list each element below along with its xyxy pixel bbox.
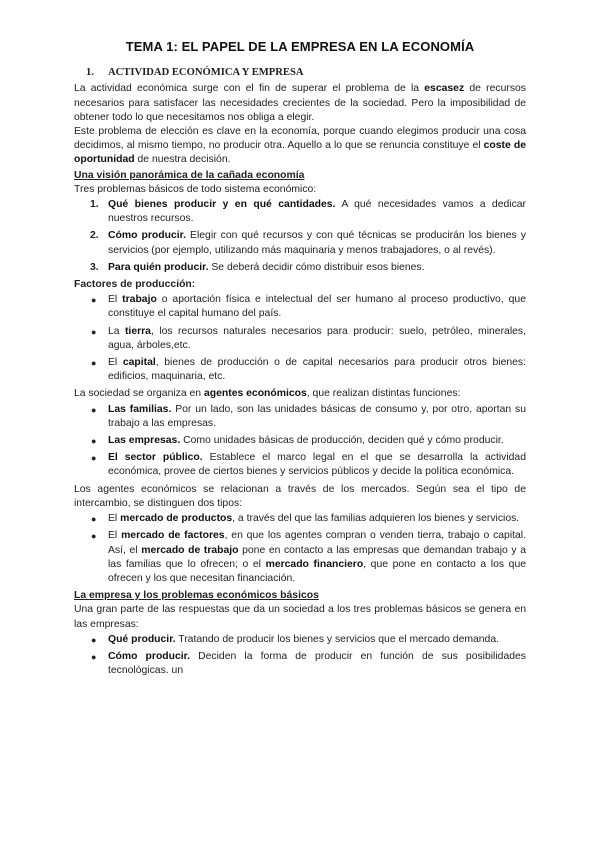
item-text: Por un lado, son las unidades básicas de consumo y, por otro, aportan su trabajo a las empresas. — [108, 403, 527, 429]
text-run: El — [108, 357, 123, 369]
bullet-icon: ● — [91, 651, 97, 662]
text-run: de nuestra decisión. — [134, 154, 231, 166]
document-page — [74, 40, 526, 681]
list-number: 2. — [90, 230, 99, 242]
term-escasez: escasez — [424, 83, 465, 95]
list-item — [74, 650, 526, 678]
item-text: , a través del que las familias adquieren los bienes y servicios. — [232, 513, 520, 525]
paragraph-scarcity — [74, 82, 526, 125]
list-item — [74, 451, 526, 479]
list-item — [74, 325, 526, 353]
item-term: capital — [122, 357, 156, 369]
agents-list — [74, 403, 526, 480]
text-run: El — [108, 513, 121, 525]
list-item — [74, 293, 526, 321]
item-text: , los recursos naturales necesarios para producir: suelo, petróleo, minerales, agua, árboles,etc. — [108, 325, 526, 351]
item-term: Las familias. — [108, 403, 172, 415]
list-item — [74, 529, 526, 586]
list-item — [74, 356, 526, 384]
text-run: Este problema de elección es clave en la economía, porque cuando elegimos producir una cosa decidimos, al mismo tiempo, no producir otra. Aquello a lo que se renuncia constituye el — [74, 126, 526, 152]
list-item — [74, 261, 526, 275]
item-term: mercado de factores — [121, 530, 225, 542]
item-text: Establece el marco legal en el que se desarrolla la actividad económica, provee de ciertos bienes y servicios públicos y decide la política económica. — [108, 452, 526, 478]
paragraph-opportunity-cost — [74, 125, 526, 168]
subheading-factors: Factores de producción: — [74, 279, 196, 291]
item-term: mercado de trabajo — [141, 544, 239, 556]
item-text: , en que los agentes compran o venden tierra, trabajo o capital. Así, el — [108, 530, 526, 556]
item-term: Cómo producir. — [108, 230, 186, 242]
item-text: , bienes de producción o de capital necesarios para producir otros bienes: edificios, maquinaria, etc. — [108, 357, 526, 383]
bullet-icon: ● — [91, 514, 97, 525]
paragraph-business-intro: Una gran parte de las respuestas que da un sociedad a los tres problemas básicos se genera en las empresas: — [74, 604, 526, 630]
list-item — [74, 633, 526, 647]
term-coste-oportunidad: coste de oportunidad — [74, 140, 526, 166]
item-term: tierra — [124, 325, 151, 337]
list-item — [74, 229, 526, 257]
bullet-icon: ● — [91, 453, 97, 464]
factors-list — [74, 293, 526, 384]
item-term: mercado financiero — [265, 558, 364, 570]
item-text: Como unidades básicas de producción, deciden qué y cómo producir. — [180, 435, 504, 447]
text-run: La actividad económica surge con el fin de superar el problema de la — [74, 83, 425, 95]
bullet-icon: ● — [91, 295, 97, 306]
paragraph-markets-intro: Los agentes económicos se relacionan a través de los mercados. Según sea el tipo de intercambio, se distinguen dos tipos: — [74, 483, 526, 509]
text-run: El — [108, 294, 123, 306]
item-text: o aportación física e intelectual del ser humano al proceso productivo, que constituye el capital humano del país. — [108, 294, 526, 320]
item-text: Deciden la forma de producir en función de sus posibilidades tecnológicas. un — [108, 650, 526, 677]
item-term: El sector público. — [108, 452, 203, 464]
list-item — [74, 512, 526, 526]
three-problems-list — [74, 198, 526, 275]
text-run: La sociedad se organiza en — [74, 388, 204, 400]
text-run: de recursos necesarios para satisfacer las necesidades crecientes de la sociedad. Pero la imposibilidad de obtener todo lo que necesitamos nos obliga a elegir. — [74, 83, 526, 123]
paragraph-three-problems-intro: Tres problemas básicos de todo sistema económico: — [74, 183, 317, 195]
list-item — [74, 403, 526, 431]
item-text: Elegir con qué recursos y con qué técnicas se producirán los bienes y servicios (por ejemplo, utilizando más maquinaria y menos trabajadores, o al revés). — [108, 230, 526, 256]
bullet-icon: ● — [91, 326, 97, 337]
section-1-heading — [74, 66, 526, 80]
subheading-business: La empresa y los problemas económicos básicos — [74, 590, 319, 602]
item-term: trabajo — [122, 294, 157, 306]
bullet-icon: ● — [91, 531, 97, 542]
item-text: pone en contacto a las empresas que demandan trabajo y a las familias que lo ofrecen; o el — [108, 544, 526, 570]
item-text: Se deberá decidir cómo distribuir esos bienes. — [208, 261, 425, 273]
subheading-vision: Una visión panorámica de la cañada economía — [74, 169, 305, 181]
item-text: , que pone en contacto a los que ofrecen y los que necesitan financiación. — [108, 558, 526, 584]
list-number: 3. — [90, 261, 99, 273]
list-item — [74, 434, 526, 448]
item-term: Para quién producir. — [108, 261, 209, 273]
document-title: TEMA 1: EL PAPEL DE LA EMPRESA EN LA ECONOMÍA — [125, 39, 475, 54]
bullet-icon: ● — [91, 436, 97, 447]
text-run: , que realizan distintas funciones: — [306, 388, 461, 400]
item-term: mercado de productos — [120, 513, 233, 525]
item-term: Qué bienes producir y en qué cantidades. — [108, 199, 336, 211]
list-item — [74, 198, 526, 226]
section-title: ACTIVIDAD ECONÓMICA Y EMPRESA — [108, 67, 304, 79]
text-run: El — [108, 530, 122, 542]
bullet-icon: ● — [91, 358, 97, 369]
business-list — [74, 633, 526, 679]
bullet-icon: ● — [91, 634, 97, 645]
text-run: La — [108, 325, 125, 337]
markets-list — [74, 512, 526, 586]
term-agentes: agentes económicos — [203, 388, 307, 400]
item-text: A qué necesidades vamos a dedicar nuestros recursos. — [108, 199, 527, 225]
item-term: Las empresas. — [108, 435, 181, 447]
item-text: Tratando de producir los bienes y servicios que el mercado demanda. — [175, 633, 500, 645]
section-number: 1. — [86, 67, 94, 79]
bullet-icon: ● — [91, 404, 97, 415]
list-number: 1. — [90, 199, 99, 211]
item-term: Qué producir. — [108, 633, 176, 645]
item-term: Cómo producir. — [108, 650, 191, 662]
paragraph-agents-intro — [74, 387, 526, 401]
